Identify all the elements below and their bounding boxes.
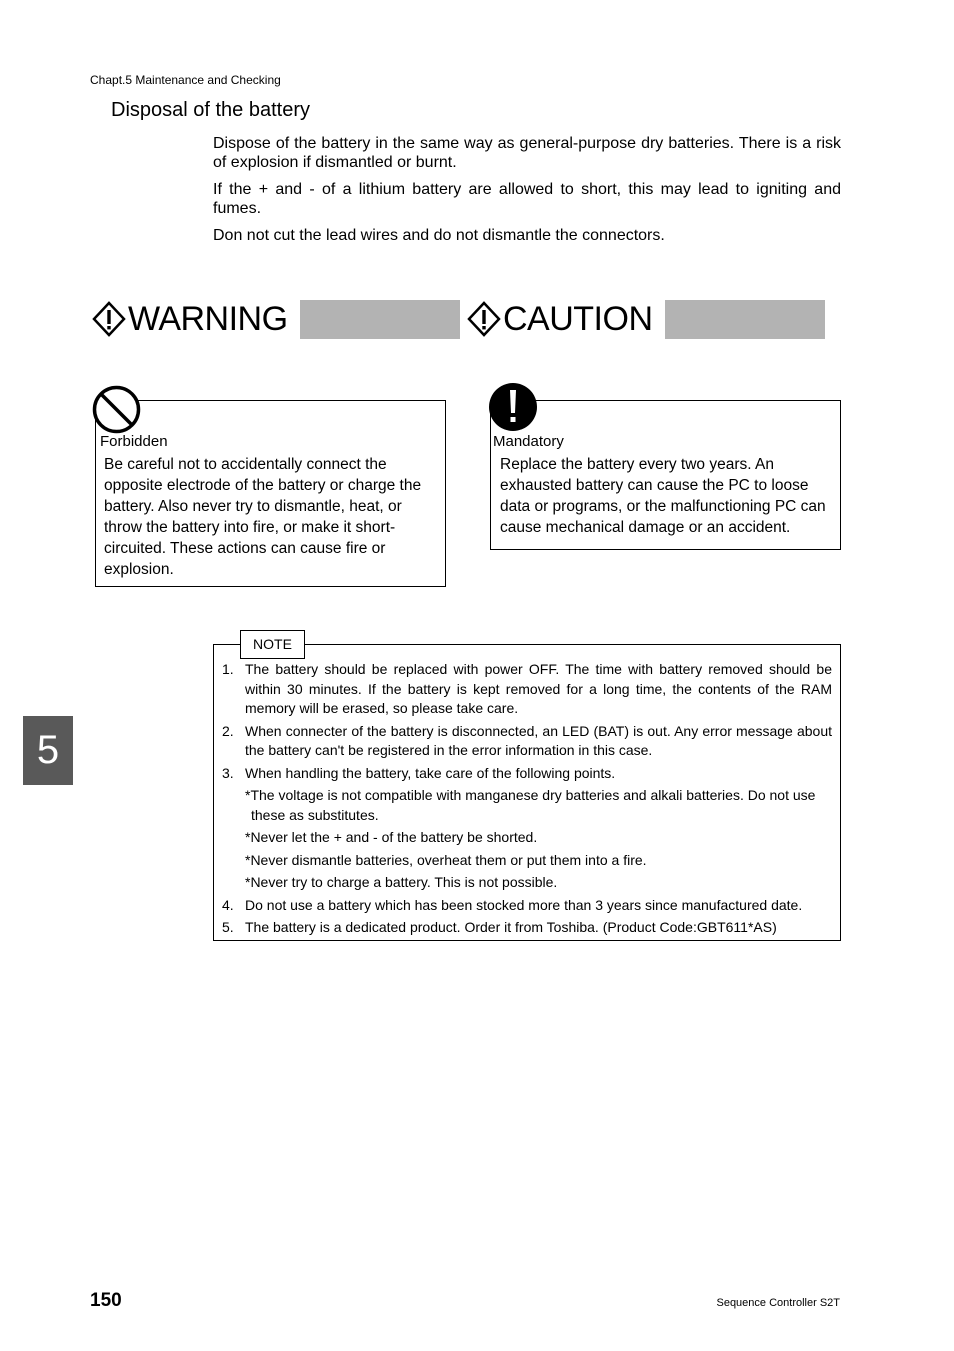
note-subpoint: *Never dismantle batteries, overheat them or put them into a fire. [245, 851, 647, 868]
note-item [222, 660, 832, 719]
note-item-text: The battery should be replaced with power OFF. The time with battery removed should be within 30 minutes. If the battery is kept removed for a long time, the contents of the RAM memory will be erased, so please take care. [245, 661, 832, 716]
mandatory-label: Mandatory [493, 433, 564, 450]
note-subpoint-continuation: these as substitutes. [251, 806, 379, 823]
note-item [222, 764, 832, 784]
note-item-number: 4. [222, 896, 234, 913]
note-item-number: 2. [222, 722, 234, 739]
chapter-tab: 5 [23, 716, 73, 785]
note-subpoint: *Never let the + and - of the battery be shorted. [245, 829, 538, 845]
footer-title: Sequence Controller S2T [716, 1297, 840, 1309]
forbidden-label: Forbidden [100, 433, 168, 450]
note-subpoint-text: *The voltage is not compatible with manganese dry batteries and alkali batteries. Do not use [245, 787, 816, 803]
note-item-text: Do not use a battery which has been stocked more than 3 years since manufactured date. [245, 896, 803, 913]
intro-paragraph: Don not cut the lead wires and do not dismantle the connectors. [213, 227, 665, 244]
mandatory-text: Replace the battery every two years. An exhausted battery can cause the PC to loose data or programs, or the malfunctioning PC can cause mechanical damage or an accident. [500, 456, 826, 536]
caution-bar [665, 300, 825, 339]
note-item-number: 1. [222, 661, 234, 677]
note-item-number: 5. [222, 919, 234, 935]
chapter-header: Chapt.5 Maintenance and Checking [90, 73, 281, 87]
section-title: Disposal of the battery [111, 99, 310, 121]
note-label: NOTE [240, 630, 305, 659]
intro-paragraph: If the + and - of a lithium battery are allowed to short, this may lead to igniting and fumes. [213, 181, 841, 217]
note-list [222, 660, 832, 941]
note-item-text: The battery is a dedicated product. Order it from Toshiba. (Product Code:GBT611*AS) [245, 919, 777, 935]
forbidden-icon [92, 385, 142, 440]
note-item-text: When connecter of the battery is disconnected, an LED (BAT) is out. Any error message about the battery can't be registered in the error information in this case. [245, 722, 832, 758]
note-item [222, 722, 832, 761]
note-subpoint: *Never try to charge a battery. This is not possible. [245, 874, 558, 890]
caution-signal [467, 296, 825, 342]
note-item [222, 896, 832, 916]
caution-diamond-icon [467, 300, 501, 338]
intro-paragraph: Dispose of the battery in the same way as general-purpose dry batteries. There is a risk of explosion if dismantled or burnt. [213, 135, 841, 171]
warning-diamond-icon [92, 300, 126, 338]
note-subpoint [222, 786, 832, 825]
caution-word: CAUTION [503, 300, 653, 338]
warning-bar [300, 300, 460, 339]
intro-text [213, 134, 841, 253]
warning-signal [92, 296, 460, 342]
note-item [222, 918, 832, 938]
note-item-number: 3. [222, 764, 234, 781]
mandatory-icon [488, 382, 538, 437]
forbidden-text: Be careful not to accidentally connect the opposite electrode of the battery or charge the battery. Also never try to dismantle, heat, or throw the battery into fire, or make it short-circuited. These actions can cause fire or explosion. [104, 456, 422, 578]
warning-word: WARNING [128, 300, 288, 338]
page-number: 150 [90, 1290, 122, 1311]
note-item-text: When handling the battery, take care of the following points. [245, 764, 616, 781]
